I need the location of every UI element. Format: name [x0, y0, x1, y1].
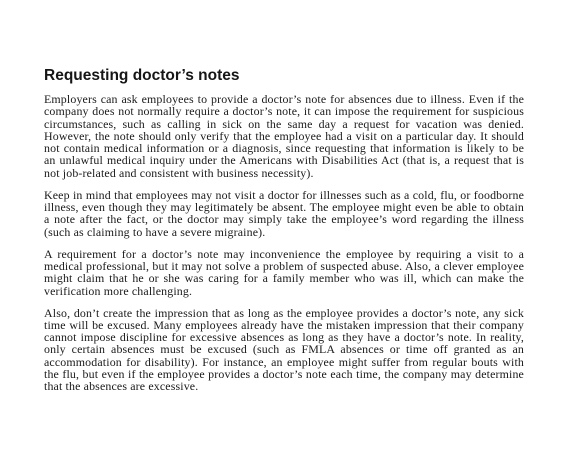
paragraph-doctor-note-request: Employers can ask employees to provide a doctor’s note for absences due to illness. Even if the company does not normally require a doctor’s note, it can impose the requirement for suspicious circumstances, such as calling in sick on the same day a request for vacation was denied. However, the note should only verify that the employee had a visit on a particular day. It should not contain medical information or a diagnosis, since requesting that information is likely to be an unlawful medical inquiry under the Americans with Disabilities Act (that is, a request that is not job-related and consistent with business necessity).	[44, 92, 524, 180]
paragraph-inconvenience: A requirement for a doctor’s note may inconvenience the employee by requiring a visit to a medical professional, but it may not solve a problem of suspected abuse. Also, a clever employee might claim that he or she was caring for a family member who was ill, which can make the verification more challenging.	[44, 246, 524, 298]
section-heading: Requesting doctor’s notes	[44, 67, 240, 84]
paragraph-excused-absences: Also, don’t create the impression that as long as the employee provides a doctor’s note, any sick time will be excused. Many employees already have the mistaken impression that their company cannot impose discipline for excessive absences as long as they have a doctor’s note. In reality, only certain absences must be excused (such as FMLA absences or time off granted as an accommodation for disability). For instance, an employee might suffer from regular bouts with the flu, but even if the employee provides a doctor’s note each time, the company may determine that the absences are excessive.	[44, 305, 524, 394]
section-body	[44, 93, 524, 402]
paragraph-minor-illnesses: Keep in mind that employees may not visit a doctor for illnesses such as a cold, flu, or foodborne illness, even though they may legitimately be absent. The employee might even be able to obtain a note after the fact, or the doctor may simply take the employee’s word regarding the illness (such as claiming to have a severe migraine).	[44, 187, 524, 239]
